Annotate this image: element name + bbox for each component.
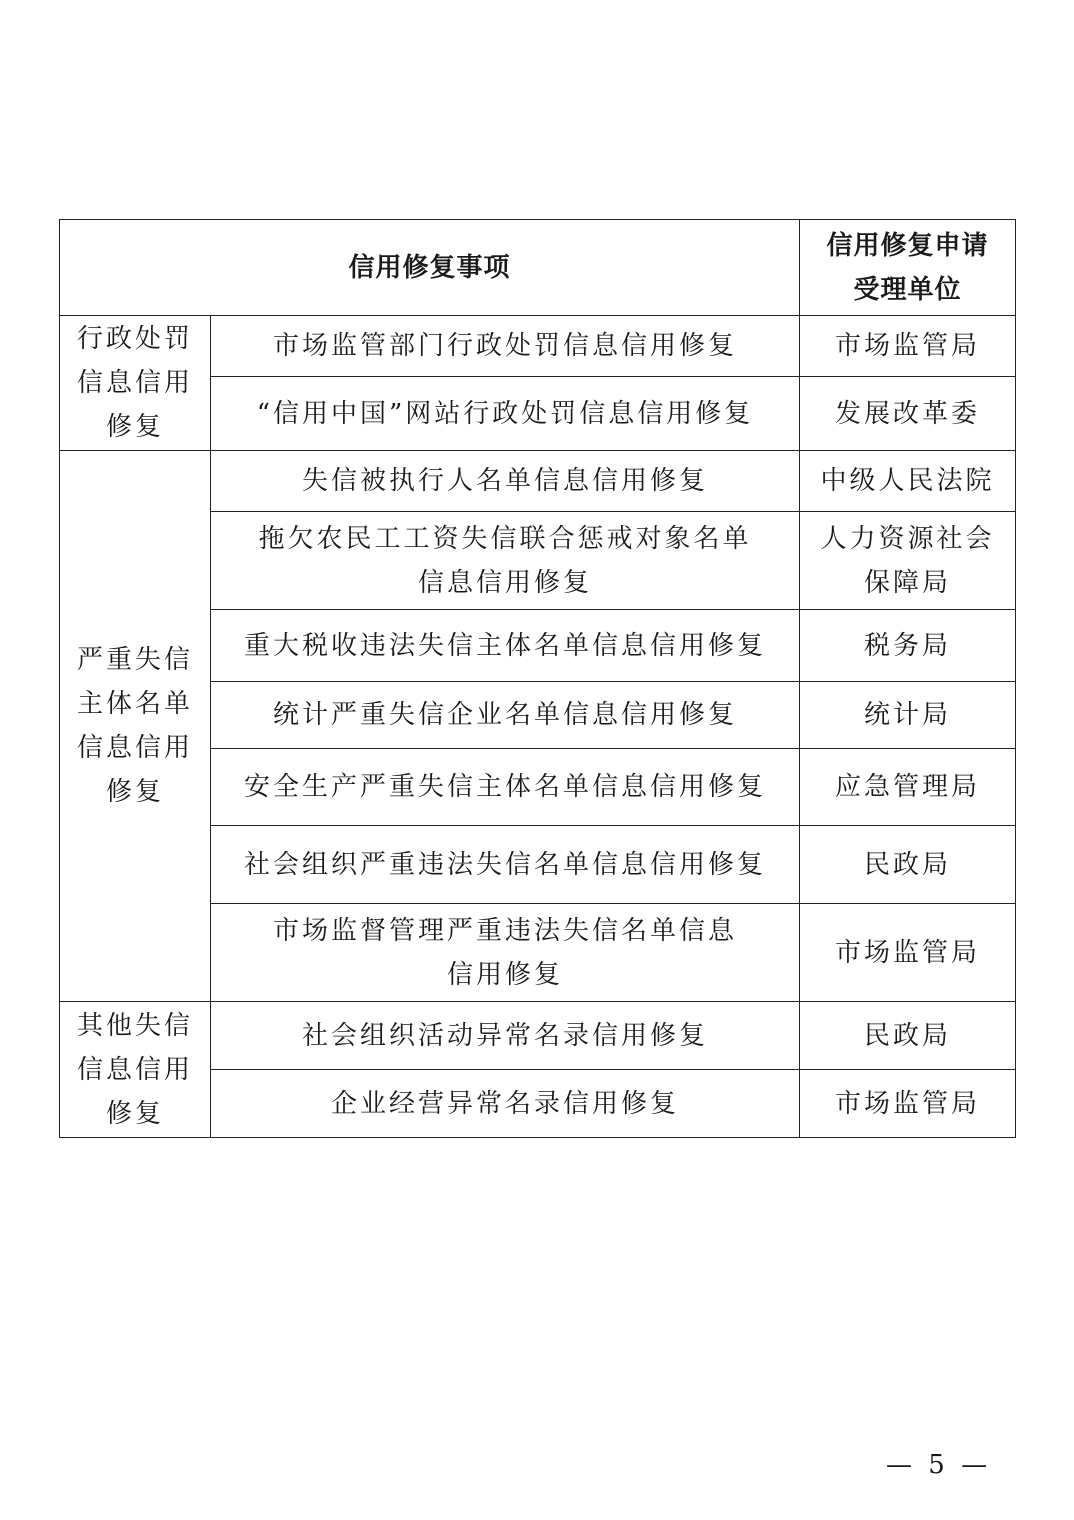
- item-cell: [211, 377, 800, 451]
- unit-line: 市场监管局: [835, 331, 981, 361]
- unit-line: 民政局: [864, 849, 952, 880]
- item-cell: [211, 1002, 800, 1070]
- table-row: [60, 1002, 1016, 1070]
- category-cell: [60, 451, 211, 1002]
- item-line: 信息信用修复: [418, 567, 593, 598]
- header-unit-line: 受理单位: [853, 274, 962, 305]
- unit-cell: [800, 749, 1016, 826]
- item-line: 失信被执行人名单信息信用修复: [302, 466, 709, 496]
- category-line: 修复: [105, 412, 164, 442]
- unit-line: 统计局: [864, 700, 952, 730]
- unit-line: 中级人民法院: [820, 466, 995, 496]
- unit-line: 市场监管局: [835, 1088, 981, 1119]
- item-cell: [211, 1070, 800, 1138]
- item-line: 企业经营异常名录信用修复: [331, 1088, 680, 1119]
- unit-cell: [800, 682, 1016, 749]
- item-line: 拖欠农民工工资失信联合惩戒对象名单: [258, 523, 752, 554]
- category-line: 信息信用: [76, 368, 193, 398]
- item-cell: [211, 512, 800, 610]
- unit-cell: [800, 610, 1016, 682]
- header-unit-line: 信用修复申请: [826, 230, 989, 261]
- unit-cell: [800, 1070, 1016, 1138]
- category-line: 严重失信: [76, 645, 193, 675]
- category-line: 修复: [105, 777, 164, 807]
- item-cell: [211, 610, 800, 682]
- unit-line: 市场监管局: [835, 937, 981, 968]
- category-cell: [60, 316, 211, 451]
- unit-line: 发展改革委: [835, 398, 981, 429]
- category-line: 信息信用: [76, 1054, 193, 1085]
- item-cell: [211, 682, 800, 749]
- item-line: “信用中国”网站行政处罚信息信用修复: [256, 398, 754, 429]
- item-line: 重大税收违法失信主体名单信息信用修复: [244, 630, 767, 661]
- category-cell: [60, 1002, 211, 1138]
- table-row: [60, 451, 1016, 512]
- item-line: 信用修复: [447, 959, 564, 990]
- unit-line: 人力资源社会: [820, 523, 995, 554]
- unit-cell: [800, 316, 1016, 377]
- unit-cell: [800, 826, 1016, 904]
- header-row: [60, 220, 1016, 316]
- table-row: [60, 316, 1016, 377]
- category-line: 主体名单: [76, 689, 193, 719]
- category-line: 行政处罚: [76, 324, 193, 354]
- item-cell: [211, 904, 800, 1002]
- category-line: 修复: [105, 1098, 164, 1129]
- unit-cell: [800, 904, 1016, 1002]
- item-line: 市场监管部门行政处罚信息信用修复: [273, 331, 738, 361]
- unit-cell: [800, 1002, 1016, 1070]
- item-line: 统计严重失信企业名单信息信用修复: [273, 700, 738, 730]
- item-cell: [211, 316, 800, 377]
- credit-repair-table: [59, 219, 1016, 1138]
- header-unit-cell: [800, 220, 1016, 316]
- unit-line: 保障局: [864, 567, 952, 598]
- unit-cell: [800, 377, 1016, 451]
- item-cell: [211, 451, 800, 512]
- category-line: 其他失信: [76, 1010, 193, 1041]
- item-line: 社会组织活动异常名录信用修复: [302, 1020, 709, 1051]
- page-number: — 5 —: [886, 1450, 992, 1480]
- unit-line: 税务局: [864, 630, 952, 661]
- unit-line: 民政局: [864, 1020, 952, 1051]
- unit-cell: [800, 512, 1016, 610]
- unit-cell: [800, 451, 1016, 512]
- item-line: 社会组织严重违法失信名单信息信用修复: [244, 849, 767, 880]
- item-line: 市场监督管理严重违法失信名单信息: [273, 915, 738, 946]
- unit-line: 应急管理局: [835, 772, 981, 802]
- header-item-cell: 信用修复事项: [60, 220, 800, 316]
- table-body: [60, 220, 1016, 1138]
- item-cell: [211, 826, 800, 904]
- item-line: 安全生产严重失信主体名单信息信用修复: [244, 772, 767, 802]
- item-cell: [211, 749, 800, 826]
- category-line: 信息信用: [76, 733, 193, 763]
